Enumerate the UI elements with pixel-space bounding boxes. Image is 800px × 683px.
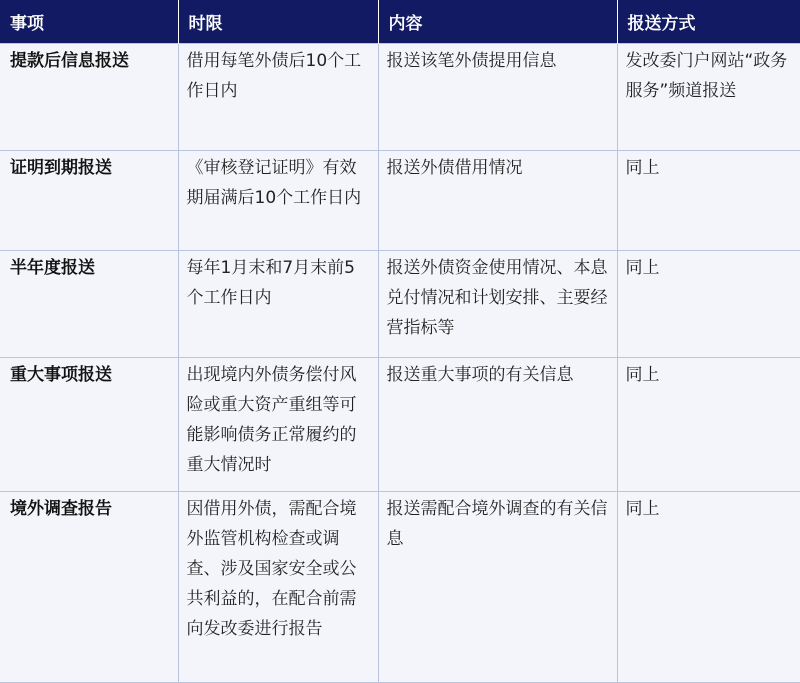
cell-deadline: 借用每笔外债后10个工作日内 — [178, 44, 378, 151]
cell-method: 同上 — [617, 151, 800, 251]
cell-method: 发改委门户网站“政务服务”频道报送 — [617, 44, 800, 151]
cell-content: 报送该笔外债提用信息 — [378, 44, 617, 151]
cell-item: 证明到期报送 — [0, 151, 178, 251]
header-method: 报送方式 — [617, 0, 800, 44]
table-row — [0, 251, 800, 358]
cell-method: 同上 — [617, 251, 800, 358]
table-header — [0, 0, 800, 44]
cell-item: 境外调查报告 — [0, 492, 178, 683]
cell-content: 报送重大事项的有关信息 — [378, 358, 617, 492]
cell-deadline: 《审核登记证明》有效期届满后10个工作日内 — [178, 151, 378, 251]
cell-deadline: 因借用外债，需配合境外监管机构检查或调查、涉及国家安全或公共利益的，在配合前需向发改委进行报告 — [178, 492, 378, 683]
table-row — [0, 44, 800, 151]
header-row — [0, 0, 800, 44]
table-row — [0, 151, 800, 251]
cell-content: 报送外债借用情况 — [378, 151, 617, 251]
table-body — [0, 44, 800, 683]
cell-method: 同上 — [617, 358, 800, 492]
cell-item: 重大事项报送 — [0, 358, 178, 492]
header-item: 事项 — [0, 0, 178, 44]
cell-content: 报送需配合境外调查的有关信息 — [378, 492, 617, 683]
cell-content: 报送外债资金使用情况、本息兑付情况和计划安排、主要经营指标等 — [378, 251, 617, 358]
cell-method: 同上 — [617, 492, 800, 683]
cell-item: 半年度报送 — [0, 251, 178, 358]
table-row — [0, 492, 800, 683]
header-deadline: 时限 — [178, 0, 378, 44]
table-row — [0, 358, 800, 492]
header-content: 内容 — [378, 0, 617, 44]
cell-item: 提款后信息报送 — [0, 44, 178, 151]
cell-deadline: 出现境内外债务偿付风险或重大资产重组等可能影响债务正常履约的重大情况时 — [178, 358, 378, 492]
cell-deadline: 每年1月末和7月末前5个工作日内 — [178, 251, 378, 358]
